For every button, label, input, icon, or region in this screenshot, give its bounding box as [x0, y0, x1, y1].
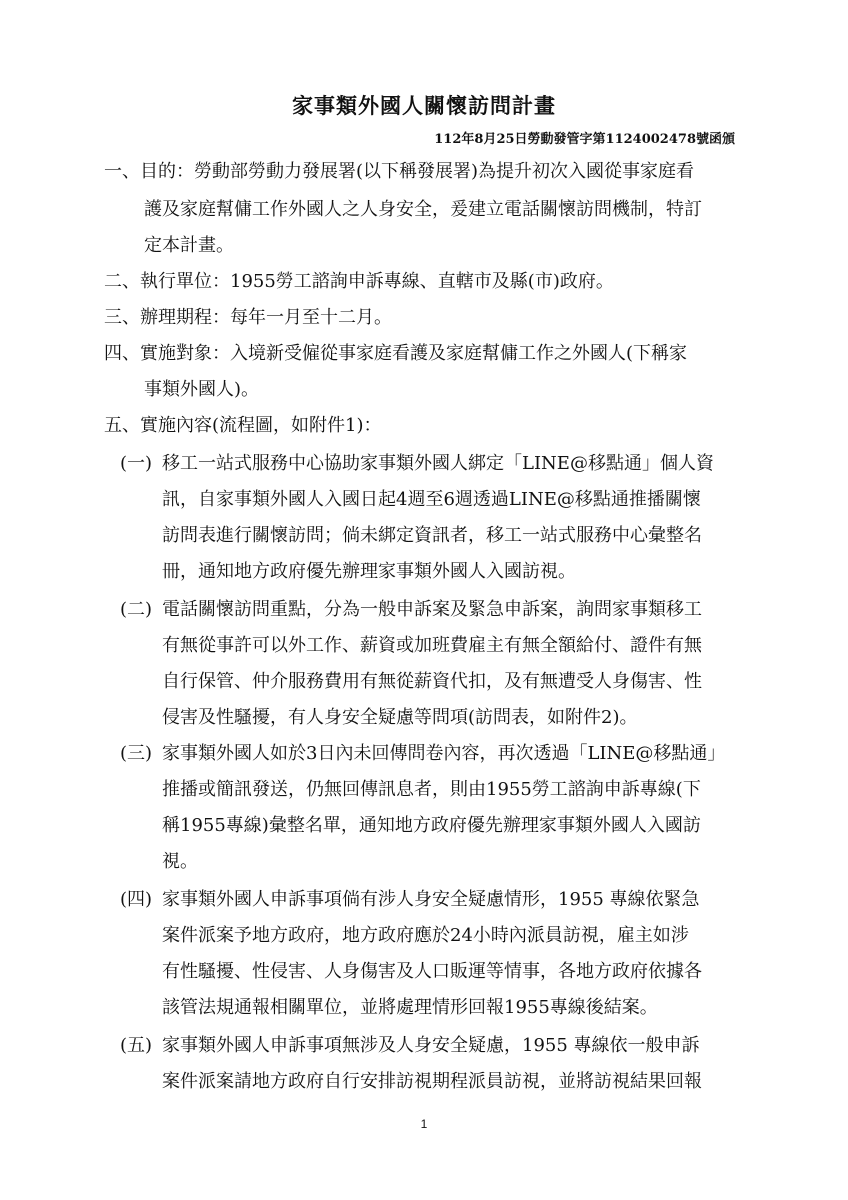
- section-text-line: 定本計畫。: [144, 235, 234, 256]
- item-text-line: 移工一站式服務中心協助家事類外國人綁定「LINE@移點通」個人資: [162, 453, 714, 474]
- section-text-line: 目的：勞動部勞動力發展署(以下稱發展署)為提升初次入國從事家庭看: [140, 161, 695, 182]
- item-text-line: 訊，自家事類外國人入國日起4週至6週透過LINE@移點通推播關懷: [162, 489, 701, 510]
- item-number: (四): [120, 889, 153, 910]
- item-text-line: 稱1955專線)彙整名單，通知地方政府優先辦理家事類外國人入國訪: [162, 815, 701, 836]
- item-text-line: 自行保管、仲介服務費用有無從薪資代扣，及有無遭受人身傷害、性: [162, 671, 702, 692]
- item-text-line: 該管法規通報相關單位，並將處理情形回報1955專線後結案。: [162, 997, 658, 1018]
- section-number: 三、: [104, 307, 140, 328]
- section-text-line: 執行單位：1955勞工諮詢申訴專線、直轄市及縣(市)政府。: [140, 271, 614, 292]
- item-text-line: 電話關懷訪問重點，分為一般申訴案及緊急申訴案，詢問家事類移工: [162, 599, 702, 620]
- item-text-line: 案件派案予地方政府，地方政府應於24小時內派員訪視，雇主如涉: [162, 925, 689, 946]
- item-text-line: 有無從事許可以外工作、薪資或加班費雇主有無全額給付、證件有無: [162, 635, 702, 656]
- section-text-line: 實施對象：入境新受僱從事家庭看護及家庭幫傭工作之外國人(下稱家: [140, 343, 688, 364]
- section-number: 一、: [104, 161, 140, 182]
- section-text-line: 實施內容(流程圖，如附件1)：: [140, 415, 382, 436]
- section-number: 二、: [104, 271, 140, 292]
- document-title: 家事類外國人關懷訪問計畫: [292, 93, 556, 118]
- item-text-line: 家事類外國人申訴事項無涉及人身安全疑慮，1955 專線依一般申訴: [162, 1035, 700, 1056]
- item-number: (三): [120, 743, 153, 764]
- item-text-line: 家事類外國人如於3日內未回傳問卷內容，再次透過「LINE@移點通」: [162, 743, 726, 764]
- item-number: (二): [120, 599, 153, 620]
- item-text-line: 侵害及性騷擾，有人身安全疑慮等問項(訪問表，如附件2)。: [162, 707, 638, 728]
- page-number: 1: [420, 1117, 428, 1131]
- section-text-line: 辦理期程：每年一月至十二月。: [140, 307, 392, 328]
- section-text-line: 事類外國人)。: [144, 379, 260, 400]
- item-number: (一): [120, 453, 153, 474]
- item-text-line: 冊，通知地方政府優先辦理家事類外國人入國訪視。: [162, 561, 576, 582]
- item-text-line: 家事類外國人申訴事項倘有涉人身安全疑慮情形，1955 專線依緊急: [162, 889, 700, 910]
- item-text-line: 有性騷擾、性侵害、人身傷害及人口販運等情事，各地方政府依據各: [162, 961, 702, 982]
- section-number: 四、: [104, 343, 140, 364]
- item-text-line: 推播或簡訊發送，仍無回傳訊息者，則由1955勞工諮詢申訴專線(下: [162, 779, 701, 800]
- document-subtitle: 112年8月25日勞動發管字第1124002478號函頒: [434, 132, 735, 147]
- item-text-line: 訪問表進行關懷訪問；倘未綁定資訊者，移工一站式服務中心彙整名: [162, 525, 702, 546]
- item-text-line: 視。: [162, 851, 198, 872]
- section-text-line: 護及家庭幫傭工作外國人之人身安全，爰建立電話關懷訪問機制，特訂: [144, 199, 702, 220]
- section-number: 五、: [104, 415, 140, 436]
- item-number: (五): [120, 1035, 153, 1056]
- item-text-line: 案件派案請地方政府自行安排訪視期程派員訪視，並將訪視結果回報: [162, 1071, 702, 1092]
